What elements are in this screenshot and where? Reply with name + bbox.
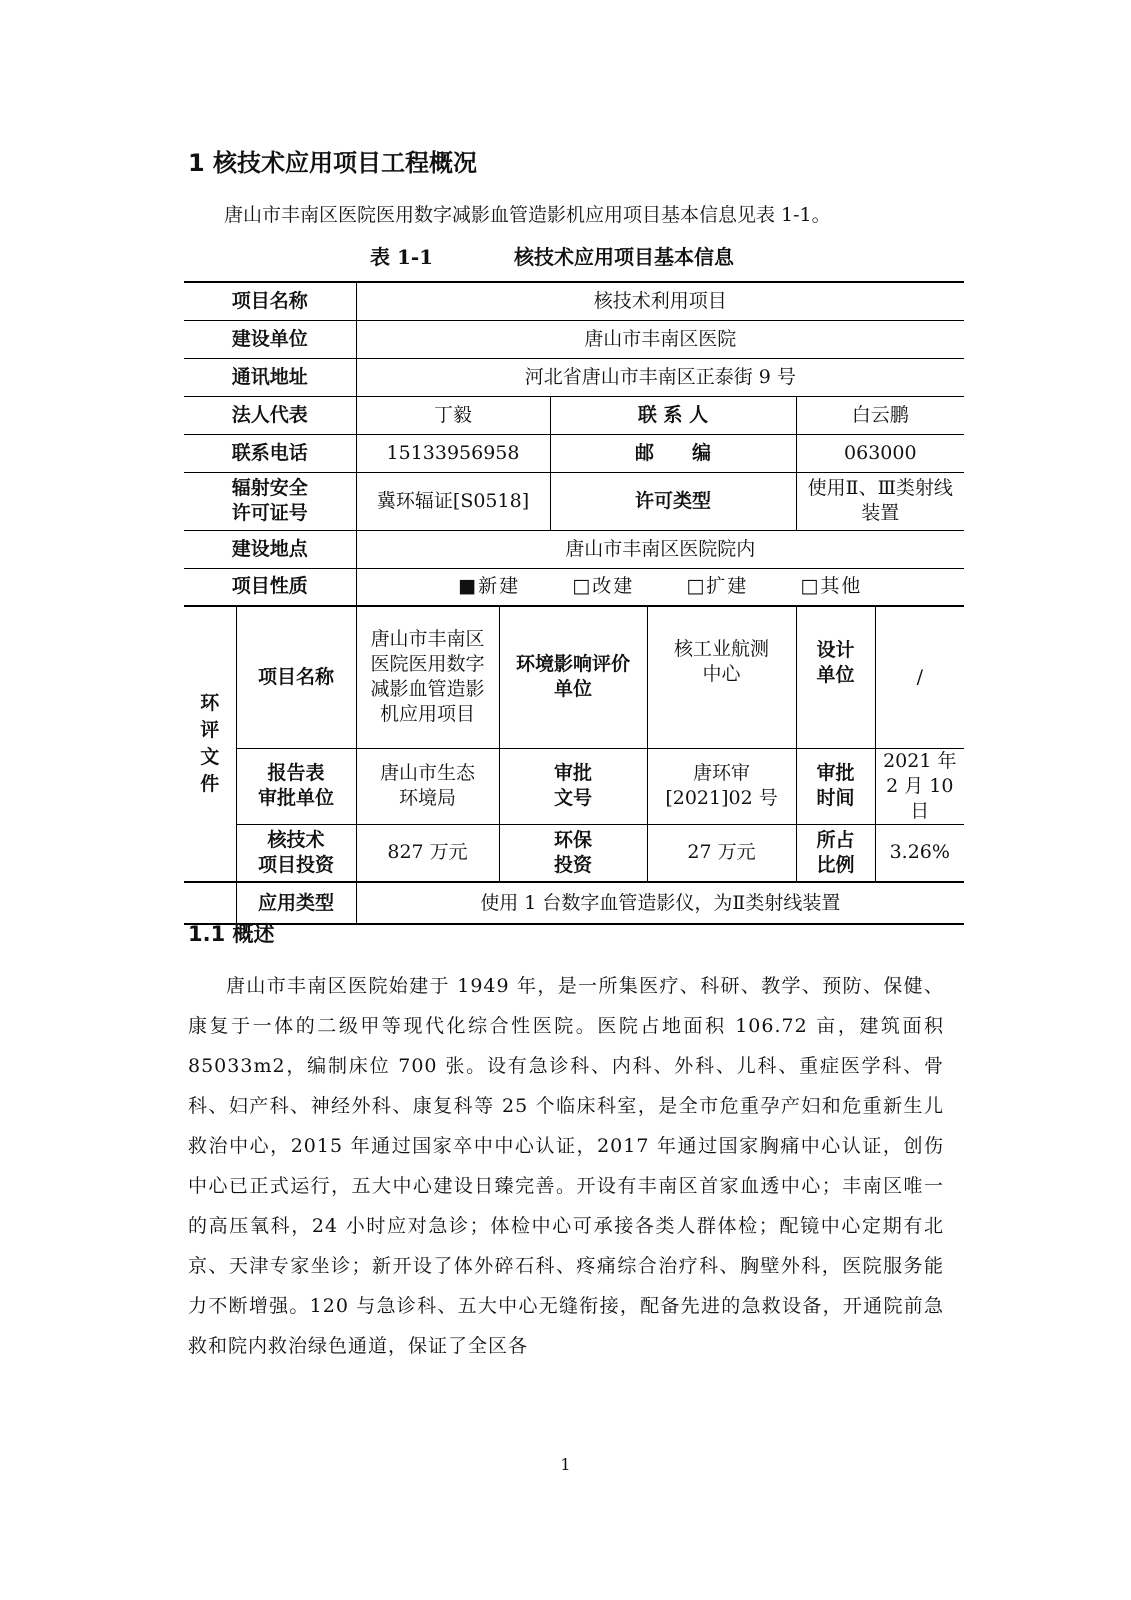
table-row xyxy=(184,282,964,320)
builder-label: 建设单位 xyxy=(184,320,356,358)
builder-value: 唐山市丰南区医院 xyxy=(356,320,964,358)
checkbox-other: □其他 xyxy=(800,575,863,598)
table-title: 核技术应用项目基本信息 xyxy=(514,245,734,269)
env-investment-label-line-1: 环保 xyxy=(554,828,593,851)
ratio-label-line-2: 比例 xyxy=(816,853,855,876)
address-value: 河北省唐山市丰南区正泰街 9 号 xyxy=(356,358,964,396)
design-unit-label-text: 设计单位 xyxy=(816,639,855,687)
section-title: 1 核技术应用项目工程概况 xyxy=(188,149,478,177)
table-row xyxy=(184,434,964,472)
legal-rep-value: 丁毅 xyxy=(356,396,550,434)
table-row xyxy=(184,748,964,824)
table-row xyxy=(184,606,964,748)
doc-no-value xyxy=(647,748,796,824)
nature-label: 项目性质 xyxy=(184,568,356,606)
doc-no-label xyxy=(499,748,647,824)
app-type-label: 应用类型 xyxy=(236,882,356,924)
table-row xyxy=(184,358,964,396)
site-value: 唐山市丰南区医院院内 xyxy=(356,530,964,568)
investment-label-line-1: 核技术 xyxy=(267,828,325,851)
eia-group-text: 环评文件 xyxy=(200,692,220,795)
env-investment-label-line-2: 投资 xyxy=(554,853,593,876)
approval-unit-label xyxy=(236,748,356,824)
checkbox-rebuild: □改建 xyxy=(572,575,635,598)
eia-unit-label xyxy=(499,606,647,748)
approval-unit-label-line-1: 报告表 xyxy=(267,762,325,784)
license-value: 冀环辐证[S0518] xyxy=(356,472,550,530)
doc-no-label-line-2: 文号 xyxy=(554,787,593,809)
ratio-label-line-1: 所占 xyxy=(816,828,855,851)
approval-unit-label-line-2: 审批单位 xyxy=(258,787,335,809)
investment-label xyxy=(236,824,356,882)
phone-label: 联系电话 xyxy=(184,434,356,472)
eia-unit-label-text: 环境影响评价单位 xyxy=(516,653,631,701)
approval-time-label-line-1: 审批 xyxy=(816,762,855,784)
approval-time-label-line-2: 时间 xyxy=(816,787,855,809)
contact-value: 白云鹏 xyxy=(796,396,964,434)
legal-rep-label: 法人代表 xyxy=(184,396,356,434)
project-name-label: 项目名称 xyxy=(184,282,356,320)
license-label-line-1: 辐射安全 xyxy=(231,477,308,499)
table-row xyxy=(184,396,964,434)
eia-project-name-label: 项目名称 xyxy=(236,606,356,748)
ratio-label xyxy=(796,824,875,882)
postcode-value: 063000 xyxy=(796,434,964,472)
table-row xyxy=(184,824,964,882)
eia-unit-value xyxy=(647,606,796,748)
app-type-value: 使用 1 台数字血管造影仪，为Ⅱ类射线装置 xyxy=(356,882,964,924)
doc-no-value-line-1: 唐环审 xyxy=(693,762,751,784)
checkbox-expand: □扩建 xyxy=(686,575,749,598)
eia-project-name-value xyxy=(356,606,499,748)
approval-unit-value-line-1: 唐山市生态 xyxy=(380,762,476,784)
subsection-title: 1.1 概述 xyxy=(188,922,275,946)
license-label xyxy=(184,472,356,530)
page-number: 1 xyxy=(560,1455,571,1474)
approval-time-value-line-1: 2021 年 xyxy=(883,749,957,772)
eia-group-label xyxy=(184,606,236,882)
license-type-value: 使用Ⅱ、Ⅲ类射线装置 xyxy=(796,472,964,530)
approval-time-value-line-2: 2 月 10 日 xyxy=(886,774,954,822)
ratio-value: 3.26% xyxy=(875,824,964,882)
table-caption xyxy=(188,241,964,273)
license-label-line-2: 许可证号 xyxy=(231,502,308,524)
address-label: 通讯地址 xyxy=(184,358,356,396)
phone-value: 15133956958 xyxy=(356,434,550,472)
overview-paragraph: 唐山市丰南区医院始建于 1949 年，是一所集医疗、科研、教学、预防、保健、康复于一体的二级甲等现代化综合性医院。医院占地面积 106.72 亩，建筑面积 85033m2，编制床位 700 张。设有急诊科、内科、外科、儿科、重症医学科、骨科、妇产科、神经外科、康复科等 25 个临床科室，是全市危重孕产妇和危重新生儿救治中心，2015 年通过国家卒中中心认证，2017 年通过国家胸痛中心认证，创伤中心已正式运行，五大中心建设日臻完善。开设有丰南区首家血透中心；丰南区唯一的高压氧科，24 小时应对急诊；体检中心可承接各类人群体检；配镜中心定期有北京、天津专家坐诊；新开设了体外碎石科、疼痛综合治疗科、胸壁外科，医院服务能力不断增强。120 与急诊科、五大中心无缝衔接，配备先进的急救设备，开通院前急救和院内救治绿色通道，保证了全区各 xyxy=(188,975,944,1357)
project-info-table xyxy=(184,281,964,925)
design-unit-value: / xyxy=(875,606,964,748)
doc-no-label-line-1: 审批 xyxy=(554,762,593,784)
approval-time-label xyxy=(796,748,875,824)
investment-value: 827 万元 xyxy=(356,824,499,882)
license-type-label: 许可类型 xyxy=(550,472,796,530)
doc-no-value-line-2: [2021]02 号 xyxy=(665,787,778,809)
table-row xyxy=(184,530,964,568)
contact-label: 联 系 人 xyxy=(550,396,796,434)
investment-label-line-2: 项目投资 xyxy=(258,853,335,876)
table-row xyxy=(184,320,964,358)
approval-unit-value-line-2: 环境局 xyxy=(399,787,457,809)
site-label: 建设地点 xyxy=(184,530,356,568)
env-investment-label xyxy=(499,824,647,882)
intro-paragraph: 唐山市丰南区医院医用数字减影血管造影机应用项目基本信息见表 1-1。 xyxy=(224,204,831,226)
eia-project-name-text: 唐山市丰南区医院医用数字减影血管造影机应用项目 xyxy=(370,628,485,726)
checkbox-new-build: ■新建 xyxy=(458,575,521,598)
env-investment-value: 27 万元 xyxy=(647,824,796,882)
table-row xyxy=(184,882,964,924)
approval-unit-value xyxy=(356,748,499,824)
table-row xyxy=(184,568,964,606)
eia-unit-value-text: 核工业航测中心 xyxy=(674,638,770,686)
table-row xyxy=(184,472,964,530)
project-name-value: 核技术利用项目 xyxy=(356,282,964,320)
table-number: 表 1-1 xyxy=(370,245,434,269)
postcode-label: 邮 编 xyxy=(550,434,796,472)
nature-options xyxy=(356,568,964,606)
design-unit-label xyxy=(796,606,875,748)
approval-time-value xyxy=(875,748,964,824)
